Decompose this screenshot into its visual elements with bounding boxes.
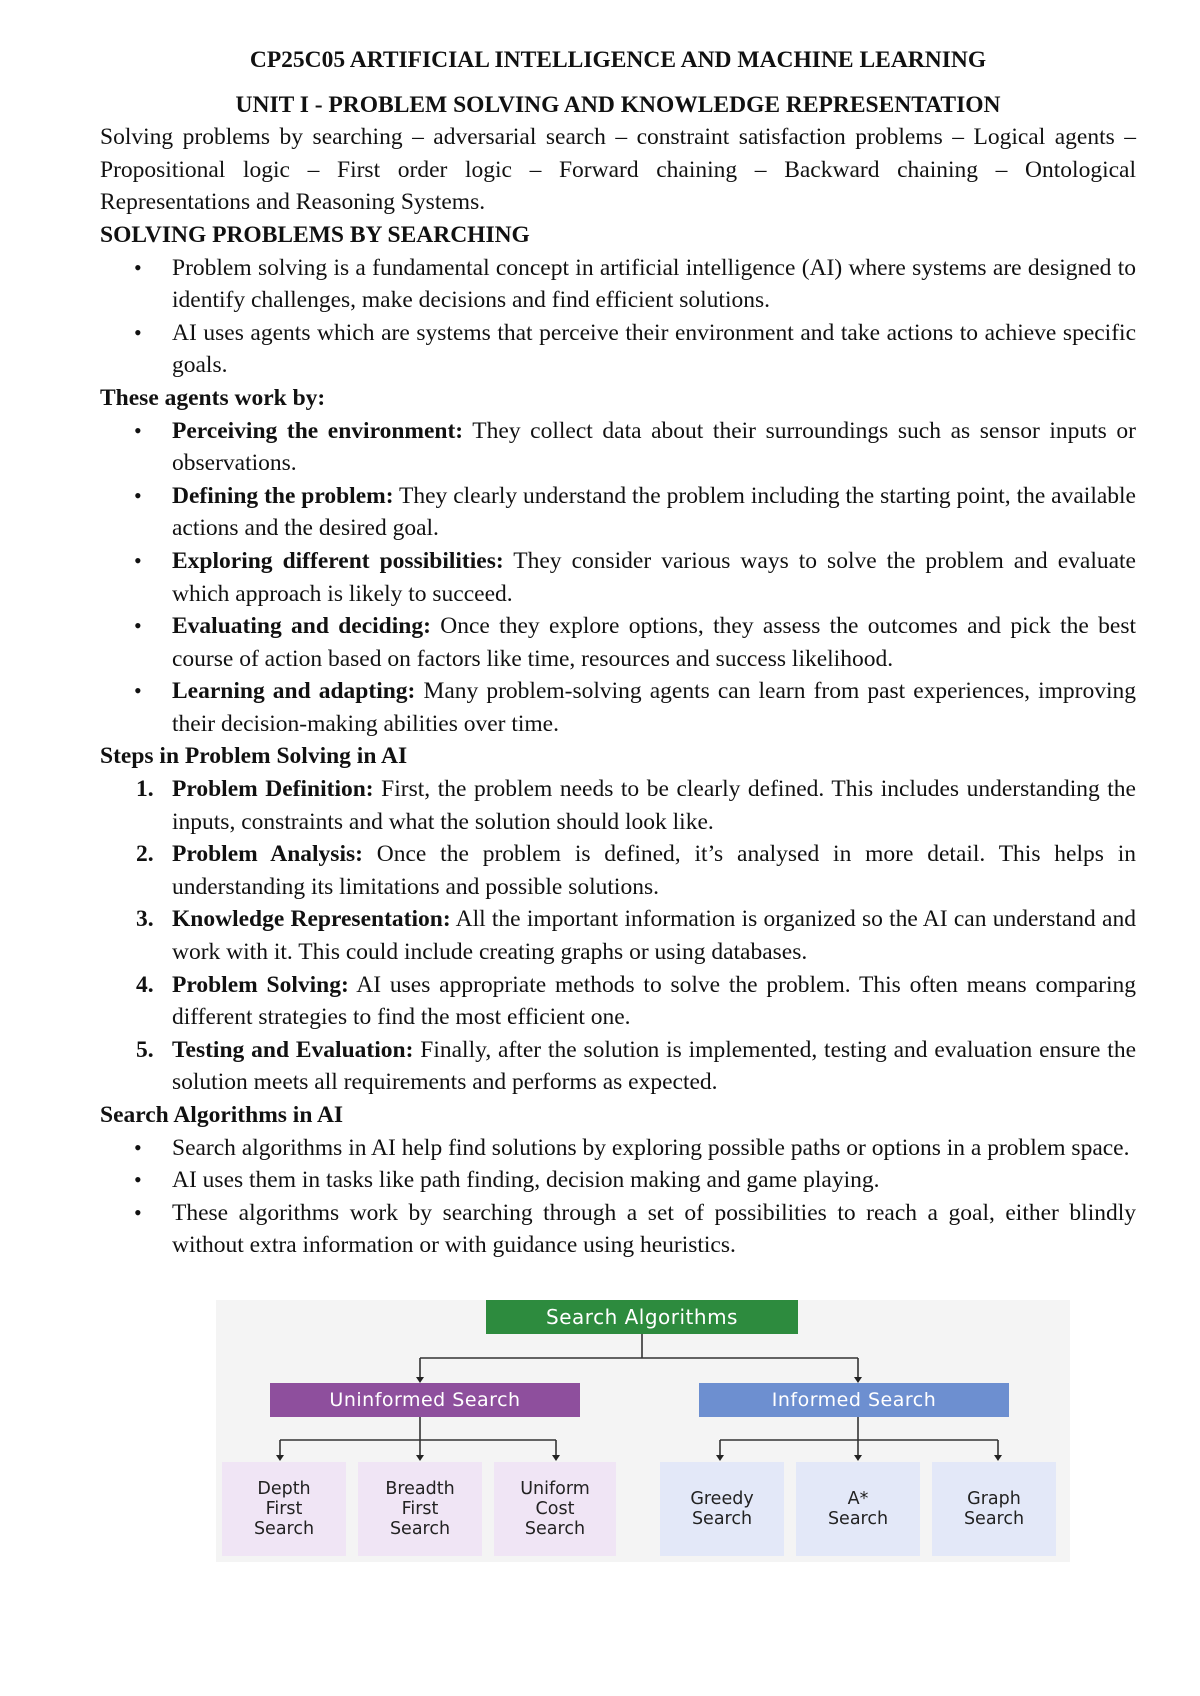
item-text: Once they explore options, they assess the outcomes and pick the best course of action based on factors like time, resources and success likelihood. xyxy=(172,613,1136,672)
item-number: 4. xyxy=(136,971,154,998)
item-term: Defining the problem: xyxy=(172,482,394,509)
list-item xyxy=(100,415,1136,480)
node-uninformed-search: Uninformed Search xyxy=(270,1383,580,1417)
item-term: Knowledge Representation: xyxy=(172,906,451,933)
node-label: A* Search xyxy=(827,1489,889,1529)
node-label: Depth First Search xyxy=(253,1479,315,1539)
node-depth-first-search xyxy=(222,1462,346,1556)
node-label: Greedy Search xyxy=(690,1489,754,1529)
node-label: Breadth First Search xyxy=(385,1479,455,1539)
node-greedy-search xyxy=(660,1462,784,1556)
item-text: Once the problem is defined, it’s analysed in more detail. This helps in understanding its limitations and possible solutions. xyxy=(172,841,1136,900)
list-item xyxy=(100,610,1136,675)
node-search-algorithms: Search Algorithms xyxy=(486,1300,798,1334)
course-title: CP25C05 ARTIFICIAL INTELLIGENCE AND MACHINE LEARNING xyxy=(249,47,987,73)
node-label: Graph Search xyxy=(963,1489,1025,1529)
node-graph-search xyxy=(932,1462,1056,1556)
item-number: 3. xyxy=(136,906,154,933)
section-heading-searching: SOLVING PROBLEMS BY SEARCHING xyxy=(100,221,530,248)
unit-topics: Solving problems by searching – adversarial search – constraint satisfaction problems – Logical agents – Propositional logic – First order logic – Forward chaining – Backward chaining – Ontological Representations and Reasoning Systems. xyxy=(100,124,1136,216)
list-item xyxy=(100,773,1136,838)
list-item: • These algorithms work by searching through a set of possibilities to reach a goal, either blindly without extra information or with guidance using heuristics. xyxy=(100,1197,1136,1262)
item-text: They consider various ways to solve the problem and evaluate which approach is likely to succeed. xyxy=(172,547,1136,607)
steps-numbered-list xyxy=(100,773,1136,1099)
node-informed-search: Informed Search xyxy=(699,1383,1009,1417)
item-term: Problem Analysis: xyxy=(172,841,363,868)
steps-heading: Steps in Problem Solving in AI xyxy=(100,743,408,770)
search-bullet-list xyxy=(100,1132,1136,1262)
item-text: Finally, after the solution is implemented, testing and evaluation ensure the solution meets all requirements and performs as expected. xyxy=(172,1036,1137,1096)
search-algorithms-diagram xyxy=(216,1300,1070,1562)
item-term: Testing and Evaluation: xyxy=(172,1036,414,1063)
section1-bullet-list xyxy=(100,252,1136,382)
list-item xyxy=(100,545,1136,610)
item-text: Many problem-solving agents can learn from past experiences, improving their decision-making abilities over time. xyxy=(172,678,1136,737)
item-text: All the important information is organized so the AI can understand and work with it. This could include creating graphs or using databases. xyxy=(172,906,1136,966)
item-term: Exploring different possibilities: xyxy=(172,547,504,574)
item-number: 2. xyxy=(136,841,154,868)
list-item: • AI uses them in tasks like path finding, decision making and game playing. xyxy=(100,1164,1136,1197)
list-item xyxy=(100,969,1136,1034)
item-term: Perceiving the environment: xyxy=(172,417,464,444)
node-uniform-cost-search xyxy=(494,1462,616,1556)
list-item: • AI uses agents which are systems that perceive their environment and take actions to achieve specific goals. xyxy=(100,317,1136,382)
document-page xyxy=(100,40,1136,1262)
list-item xyxy=(100,1034,1136,1099)
list-item xyxy=(100,675,1136,740)
item-number: 1. xyxy=(136,776,154,803)
unit-title: UNIT I - PROBLEM SOLVING AND KNOWLEDGE REPRESENTATION xyxy=(235,91,1001,118)
list-item xyxy=(100,480,1136,545)
search-algorithms-heading: Search Algorithms in AI xyxy=(100,1102,344,1128)
item-text: AI uses appropriate methods to solve the problem. This often means comparing different strategies to find the most efficient one. xyxy=(172,971,1136,1031)
item-term: Problem Solving: xyxy=(172,971,349,998)
node-a-star-search xyxy=(796,1462,920,1556)
list-item xyxy=(100,903,1136,968)
item-term: Problem Definition: xyxy=(172,776,374,803)
item-text: They collect data about their surroundings such as sensor inputs or observations. xyxy=(172,417,1136,477)
list-item xyxy=(100,838,1136,903)
item-number: 5. xyxy=(136,1036,154,1063)
item-term: Evaluating and deciding: xyxy=(172,613,431,640)
item-text: First, the problem needs to be clearly defined. This includes understanding the inputs, constraints and what the solution should look like. xyxy=(172,776,1136,835)
item-term: Learning and adapting: xyxy=(172,678,416,705)
agents-heading: These agents work by: xyxy=(100,384,326,411)
node-breadth-first-search xyxy=(358,1462,482,1556)
agents-bullet-list xyxy=(100,415,1136,741)
node-label: Uniform Cost Search xyxy=(520,1479,590,1539)
list-item: • Problem solving is a fundamental concept in artificial intelligence (AI) where systems are designed to identify challenges, make decisions and find efficient solutions. xyxy=(100,252,1136,317)
list-item: • Search algorithms in AI help find solutions by exploring possible paths or options in a problem space. xyxy=(100,1132,1136,1165)
item-text: They clearly understand the problem including the starting point, the available actions and the desired goal. xyxy=(172,482,1136,542)
